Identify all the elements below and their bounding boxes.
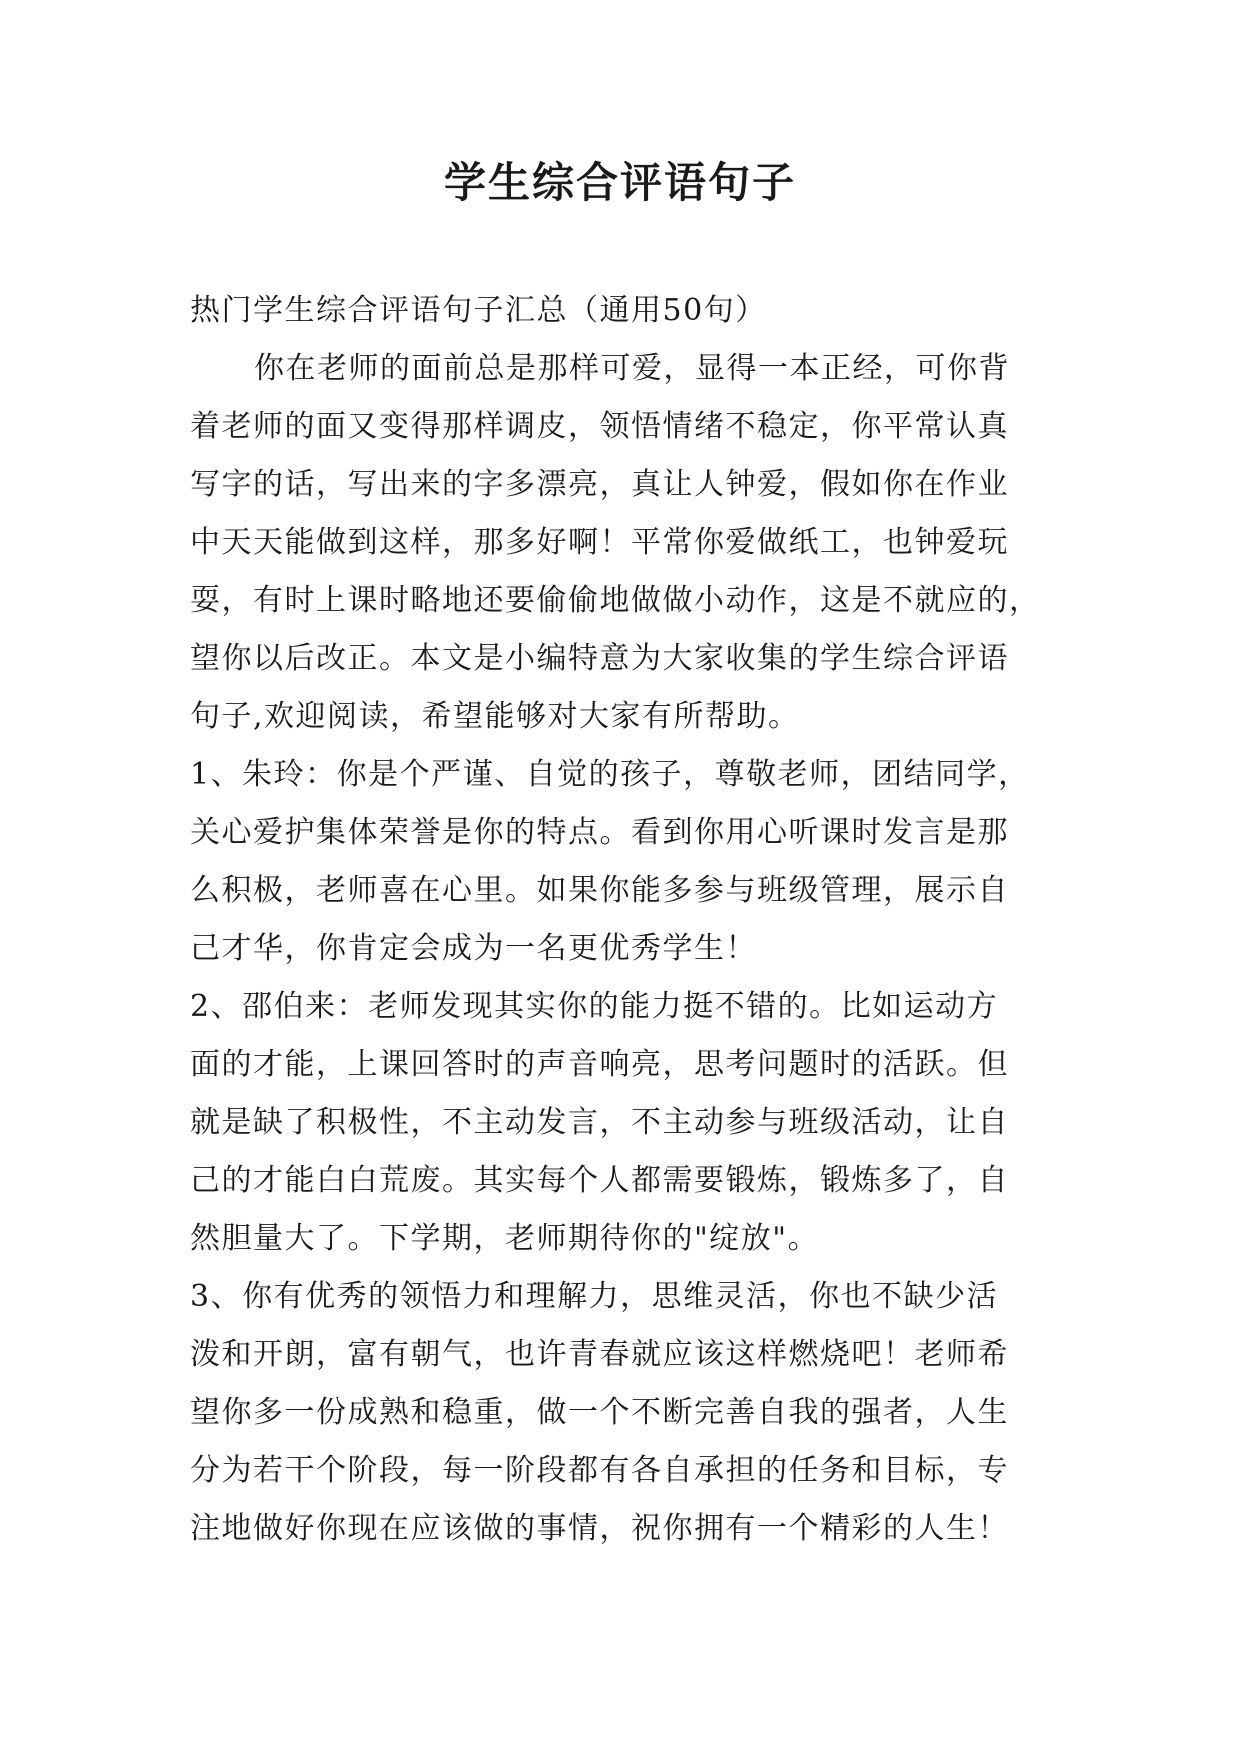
paragraph-line: 关心爱护集体荣誉是你的特点。看到你用心听课时发言是那 xyxy=(190,815,1009,850)
paragraph-line: 分为若干个阶段，每一阶段都有各自承担的任务和目标，专 xyxy=(190,1453,1009,1488)
paragraph-line: 望你以后改正。本文是小编特意为大家收集的学生综合评语 xyxy=(190,641,1009,676)
document-title: 学生综合评语句子 xyxy=(443,158,796,207)
paragraph-intro xyxy=(190,340,1050,746)
paragraph-line: 着老师的面又变得那样调皮，领悟情绪不稳定，你平常认真 xyxy=(190,409,1009,444)
paragraph-line: 耍，有时上课时略地还要偷偷地做做小动作，这是不就应的， xyxy=(190,583,1041,618)
paragraph-line: 你在老师的面前总是那样可爱，显得一本正经，可你背 xyxy=(254,351,1010,386)
paragraph-line: 泼和开朗，富有朝气，也许青春就应该这样燃烧吧！老师希 xyxy=(190,1337,1009,1372)
paragraph-line: 中天天能做到这样，那多好啊！平常你爱做纸工，也钟爱玩 xyxy=(190,525,1009,560)
document-subtitle: 热门学生综合评语句子汇总（通用50句） xyxy=(190,293,767,328)
paragraph-line: 己的才能白白荒废。其实每个人都需要锻炼，锻炼多了，自 xyxy=(190,1163,1009,1198)
paragraph-line: 面的才能，上课回答时的声音响亮，思考问题时的活跃。但 xyxy=(190,1047,1009,1082)
paragraph-line: 己才华，你肯定会成为一名更优秀学生！ xyxy=(190,931,757,966)
paragraph-line: 写字的话，写出来的字多漂亮，真让人钟爱，假如你在作业 xyxy=(190,467,1009,502)
paragraph-line: 就是缺了积极性，不主动发言，不主动参与班级活动，让自 xyxy=(190,1105,1009,1140)
paragraph-line: 注地做好你现在应该做的事情，祝你拥有一个精彩的人生！ xyxy=(190,1511,1009,1546)
paragraph-line: 3、你有优秀的领悟力和理解力，思维灵活，你也不缺少活 xyxy=(190,1279,999,1314)
paragraph-line: 2、邵伯来：老师发现其实你的能力挺不错的。比如运动方 xyxy=(190,989,999,1024)
paragraph-line: 望你多一份成熟和稳重，做一个不断完善自我的强者，人生 xyxy=(190,1395,1009,1430)
comment-item-2 xyxy=(190,978,1050,1268)
document-page xyxy=(190,150,1050,1558)
paragraph-line: 然胆量大了。下学期，老师期待你的"绽放"。 xyxy=(190,1221,820,1256)
paragraph-line: 么积极，老师喜在心里。如果你能多参与班级管理，展示自 xyxy=(190,873,1009,908)
paragraph-line: 1、朱玲：你是个严谨、自觉的孩子，尊敬老师，团结同学， xyxy=(190,757,1030,792)
comment-item-3 xyxy=(190,1268,1050,1558)
comment-item-1 xyxy=(190,746,1050,978)
paragraph-line: 句子,欢迎阅读，希望能够对大家有所帮助。 xyxy=(190,699,800,734)
